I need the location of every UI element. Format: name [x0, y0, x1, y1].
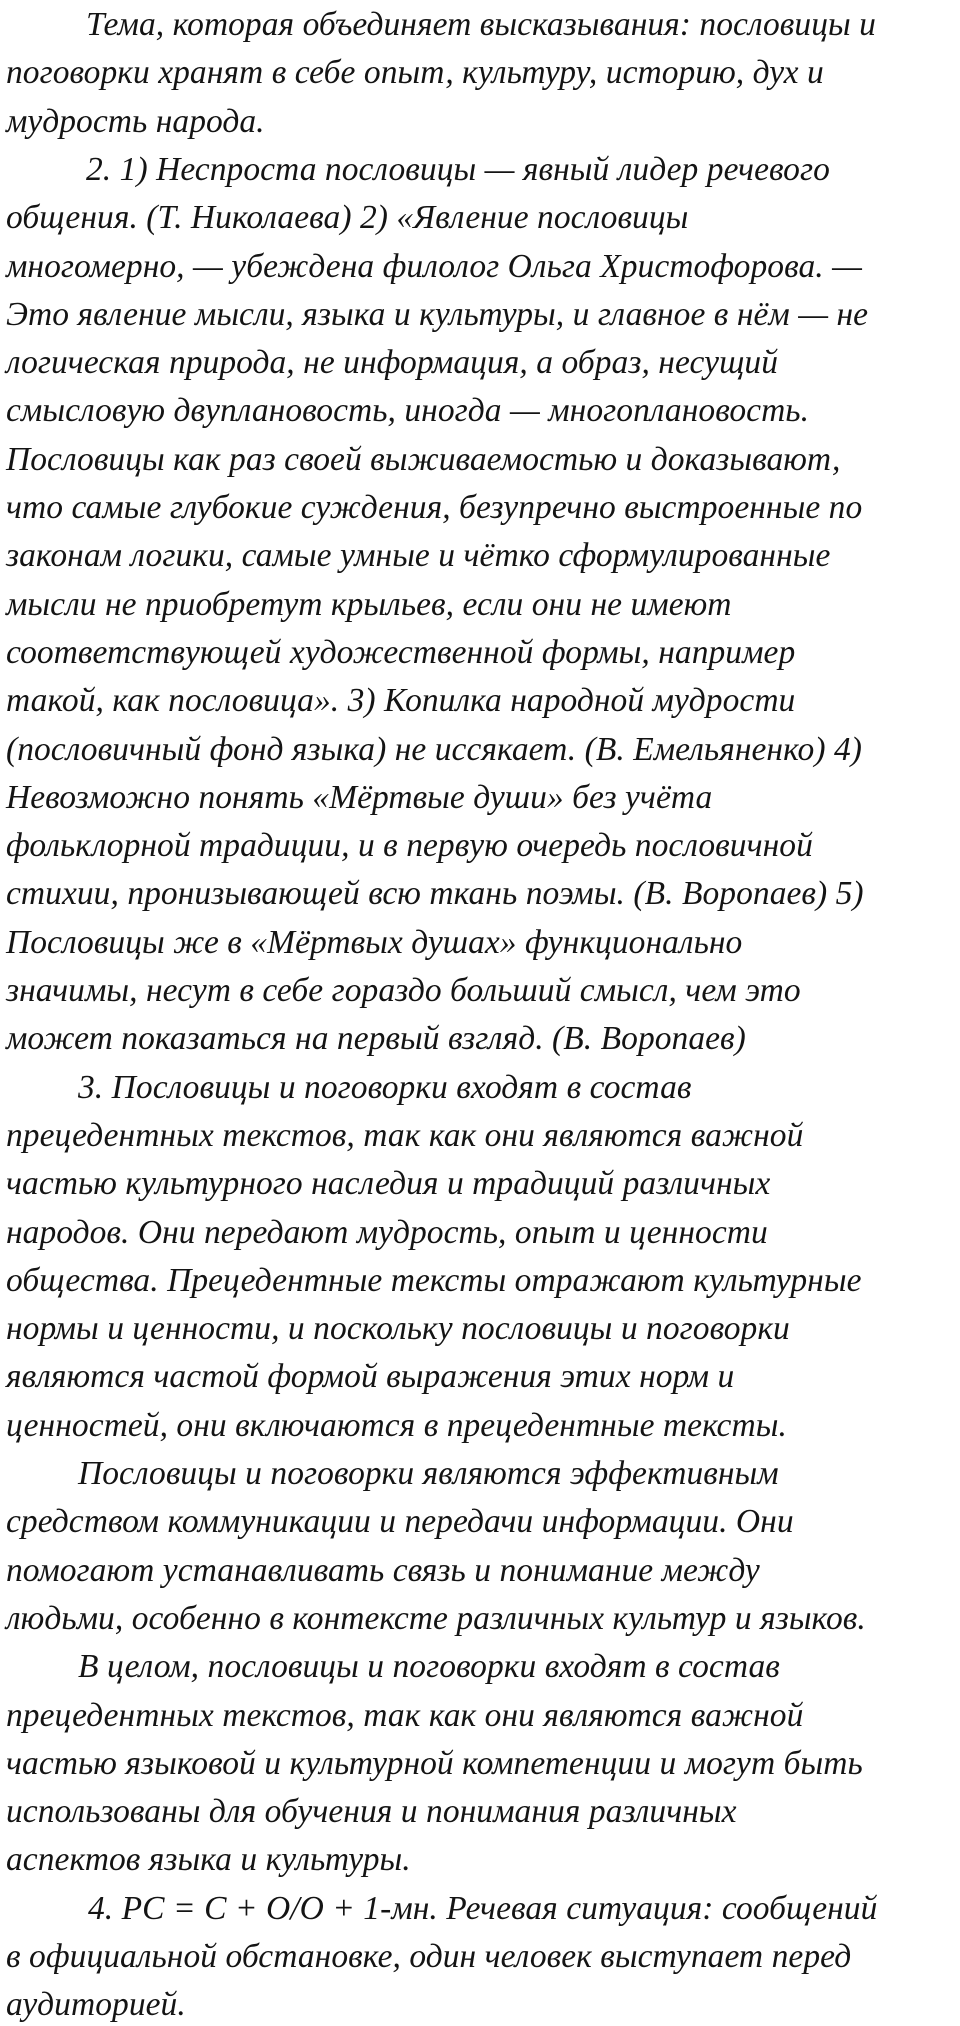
text-line: ценностей, они включаются в прецедентные тексты. [6, 1406, 787, 1444]
text-line: прецедентных текстов, так как они являются важной [6, 1696, 804, 1734]
text-line: аспектов языка и культуры. [6, 1841, 411, 1879]
text-line: прецедентных текстов, так как они являются важной [6, 1116, 804, 1154]
text-line: частью культурного наследия и традиций различных [6, 1165, 771, 1203]
text-line: общества. Прецедентные тексты отражают культурные [6, 1261, 862, 1299]
text-line: соответствующей художественной формы, например [6, 633, 796, 671]
text-line: Невозможно понять «Мёртвые души» без учёта [6, 778, 713, 816]
text-line: значимы, несут в себе гораздо больший смысл, чем это [6, 972, 801, 1009]
text-line: помогают устанавливать связь и понимание между [6, 1551, 760, 1589]
text-line: фольклорной традиции, и в первую очередь пословичной [6, 827, 813, 865]
text-line: такой, как пословица». 3) Копилка народной мудрости [6, 682, 796, 720]
text-line: народов. Они передают мудрость, опыт и ценности [6, 1213, 768, 1251]
text-line: являются частой формой выражения этих норм и [6, 1358, 735, 1396]
text-line: нормы и ценности, и поскольку пословицы и поговорки [6, 1310, 790, 1348]
text-line: использованы для обучения и понимания различных [6, 1793, 737, 1831]
text-line: частью языковой и культурной компетенции и могут быть [6, 1744, 863, 1782]
text-line: законам логики, самые умные и чётко сформулированные [6, 537, 831, 575]
text-line: аудиторией. [6, 1986, 186, 2024]
text-line: средством коммуникации и передачи информации. Они [6, 1503, 794, 1541]
text-line: Пословицы как раз своей выживаемостью и доказывают, [6, 440, 841, 478]
text-line: поговорки хранят в себе опыт, культуру, историю, дух и [6, 54, 824, 92]
text-line: стихии, пронизывающей всю ткань поэмы. (В. Воропаев) 5) [6, 875, 864, 913]
text-line: может показаться на первый взгляд. (В. Воропаев) [6, 1020, 746, 1058]
text-line: многомерно, — убеждена филолог Ольга Христофорова. — [6, 247, 862, 285]
text-line: 2. 1) Неспроста пословицы — явный лидер речевого [86, 150, 830, 188]
text-line: В целом, пословицы и поговорки входят в состав [78, 1648, 780, 1686]
text-line: Пословицы и поговорки являются эффективным [78, 1455, 779, 1492]
text-line: логическая природа, не информация, а образ, несущий [6, 344, 779, 382]
text-line: 4. РС = С + О/О + 1-мн. Речевая ситуация: сообщений [88, 1889, 878, 1927]
text-line: мудрость народа. [6, 102, 265, 140]
text-line: Тема, которая объединяет высказывания: пословицы и [86, 6, 876, 43]
text-line: (пословичный фонд языка) не иссякает. (В. Емельяненко) 4) [6, 730, 862, 768]
text-line: смысловую двуплановость, иногда — многоплановость. [6, 392, 810, 430]
text-line: мысли не приобретут крыльев, если они не имеют [6, 585, 732, 623]
text-line: что самые глубокие суждения, безупречно выстроенные по [6, 489, 863, 526]
text-line: людьми, особенно в контексте различных культур и языков. [6, 1599, 866, 1637]
text-line: в официальной обстановке, один человек выступает перед [6, 1938, 852, 1975]
text-line: 3. Пословицы и поговорки входят в состав [78, 1068, 692, 1106]
text-line: Пословицы же в «Мёртвых душах» функционально [6, 923, 743, 961]
text-line: Это явление мысли, языка и культуры, и главное в нём — не [6, 295, 869, 333]
text-line: общения. (Т. Николаева) 2) «Явление пословицы [6, 199, 689, 237]
